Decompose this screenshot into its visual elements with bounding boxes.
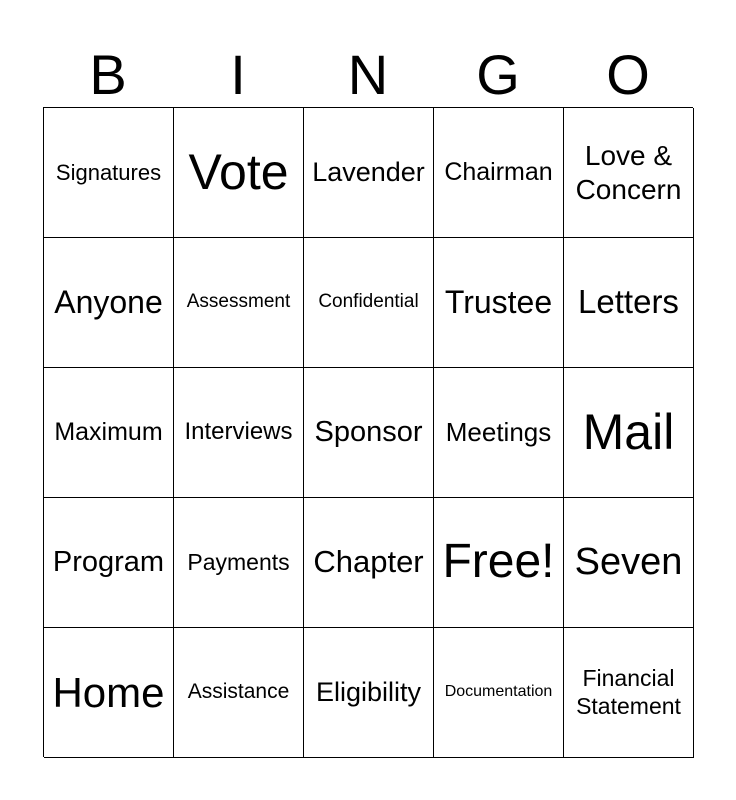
bingo-cell[interactable] xyxy=(564,238,694,368)
cell-label: Letters xyxy=(578,283,679,321)
cell-label: Assessment xyxy=(186,291,291,313)
cell-label: Interviews xyxy=(184,418,293,446)
cell-label: Trustee xyxy=(444,283,553,320)
cell-label: Signatures xyxy=(55,159,162,185)
bingo-cell[interactable] xyxy=(304,368,434,498)
cell-label: Meetings xyxy=(445,417,552,448)
cell-label: Love & Concern xyxy=(575,140,682,205)
bingo-cell[interactable] xyxy=(174,108,304,238)
bingo-cell[interactable] xyxy=(174,498,304,628)
bingo-cell[interactable] xyxy=(434,628,564,758)
header-letter-i: I xyxy=(230,43,246,106)
bingo-cell[interactable] xyxy=(564,628,694,758)
cell-label: Assistance xyxy=(187,680,290,704)
bingo-header xyxy=(43,42,693,108)
cell-label: Chairman xyxy=(444,157,553,186)
cell-label: Sponsor xyxy=(314,416,423,449)
cell-label: Lavender xyxy=(312,156,425,187)
bingo-cell[interactable] xyxy=(44,628,174,758)
cell-label: Confidential xyxy=(318,291,419,313)
cell-label: Vote xyxy=(188,144,289,200)
bingo-cell[interactable] xyxy=(564,498,694,628)
header-letter-n: N xyxy=(347,43,389,106)
bingo-cell[interactable] xyxy=(434,368,564,498)
cell-label: Home xyxy=(52,668,165,716)
bingo-cell[interactable] xyxy=(304,108,434,238)
cell-label: Chapter xyxy=(313,544,424,580)
bingo-cell[interactable] xyxy=(44,108,174,238)
bingo-cell[interactable] xyxy=(44,368,174,498)
header-letter-b: B xyxy=(89,43,127,106)
cell-label: Anyone xyxy=(54,283,163,320)
bingo-board xyxy=(43,107,693,757)
cell-label: Documentation xyxy=(444,683,553,701)
bingo-cell[interactable] xyxy=(304,628,434,758)
cell-label: Seven xyxy=(574,541,683,584)
cell-label: Program xyxy=(52,546,165,579)
cell-label: Free! xyxy=(442,535,555,589)
bingo-cell[interactable] xyxy=(434,238,564,368)
header-letter-g: G xyxy=(476,43,520,106)
bingo-cell[interactable] xyxy=(304,238,434,368)
header-letter-o: O xyxy=(606,43,650,106)
cell-label: Payments xyxy=(187,548,290,575)
cell-label: Financial Statement xyxy=(576,665,681,719)
cell-label: Mail xyxy=(582,404,675,460)
cell-label: Eligibility xyxy=(315,676,422,707)
bingo-cell[interactable] xyxy=(564,368,694,498)
bingo-cell[interactable] xyxy=(174,628,304,758)
bingo-cell[interactable] xyxy=(174,238,304,368)
bingo-cell[interactable] xyxy=(44,498,174,628)
bingo-cell[interactable] xyxy=(44,238,174,368)
bingo-cell[interactable] xyxy=(174,368,304,498)
cell-label: Maximum xyxy=(54,417,163,446)
bingo-cell[interactable] xyxy=(564,108,694,238)
bingo-cell[interactable] xyxy=(434,498,564,628)
bingo-cell[interactable] xyxy=(434,108,564,238)
bingo-cell[interactable] xyxy=(304,498,434,628)
